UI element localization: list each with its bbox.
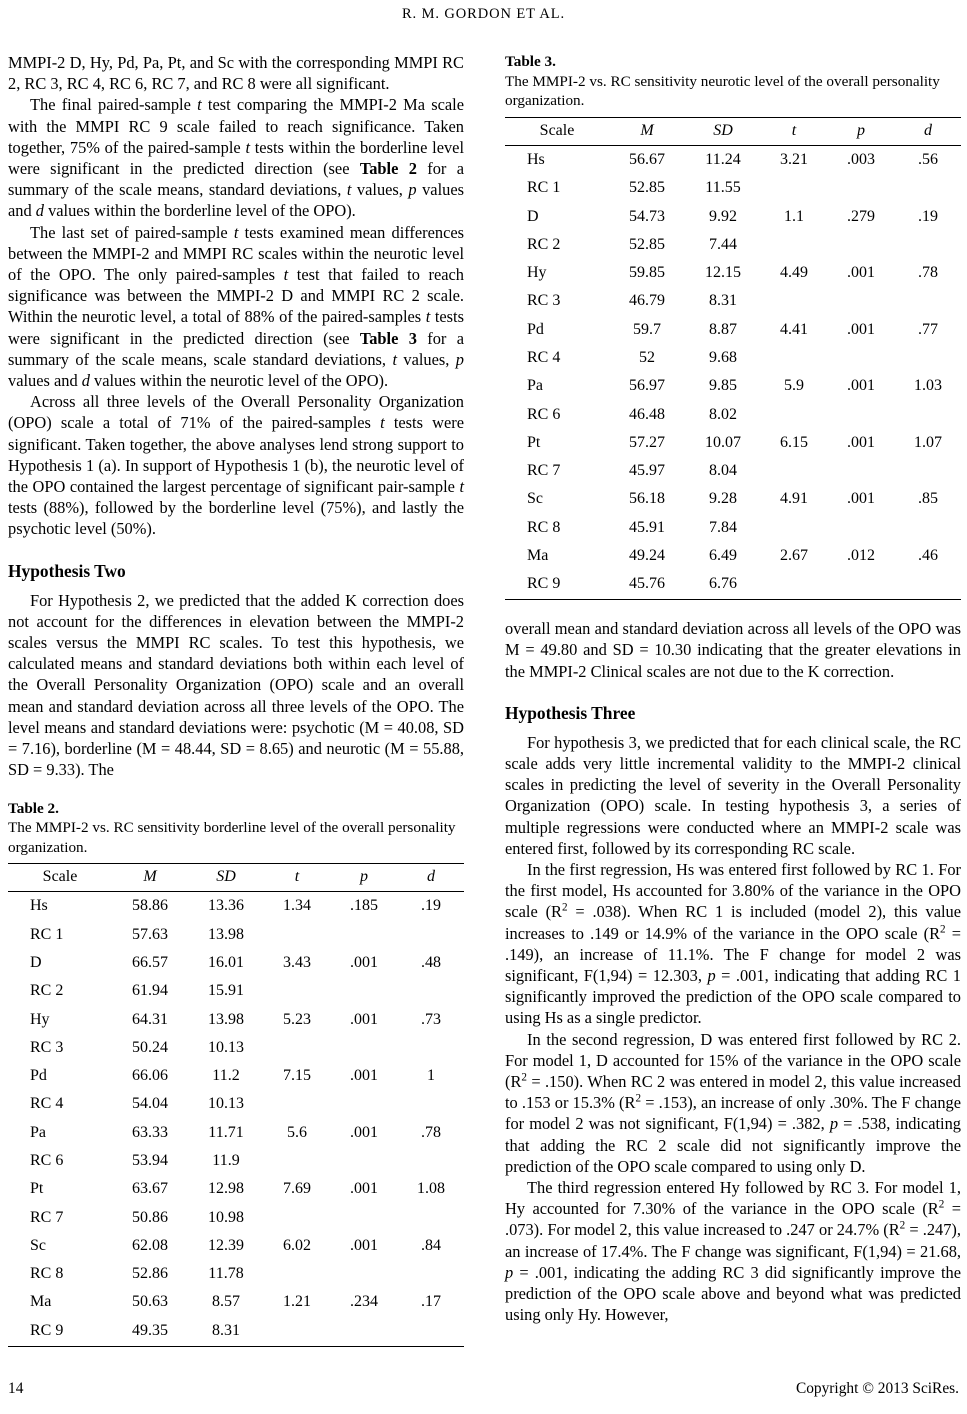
scale-cell: RC 7 [30,1208,64,1226]
value-cell [264,921,330,949]
value-cell: 50.24 [132,1038,168,1056]
value-cell: 57.63 [132,925,168,943]
table-row [8,1232,464,1260]
table-row [505,145,961,174]
value-cell [398,921,464,949]
value-cell: 10.13 [208,1095,244,1113]
table-row [505,174,961,202]
value-cell: 7.84 [709,518,737,536]
value-cell: 6.49 [709,546,737,564]
section-heading-hypothesis-three: Hypothesis Three [505,702,636,723]
value-cell [761,344,827,372]
table-row [505,344,961,372]
value-cell: 63.33 [132,1123,168,1141]
page-footer [8,1380,959,1398]
scale-cell: RC 6 [30,1152,64,1169]
value-cell [330,1090,398,1118]
value-cell: 52.85 [629,235,665,253]
value-cell [330,1260,398,1288]
value-cell: 49.24 [629,546,665,564]
scale-cell: RC 3 [527,292,561,310]
value-cell [895,400,961,428]
value-cell: 7.44 [709,235,737,253]
value-cell: .77 [918,320,938,338]
value-cell [330,921,398,949]
table-row [505,570,961,600]
table-3 [505,117,961,600]
value-cell: 1.08 [417,1180,445,1198]
value-cell [398,1034,464,1062]
value-cell: 53.94 [132,1152,168,1169]
value-cell: .234 [350,1293,378,1311]
copyright-notice: Copyright © 2013 SciRes. [795,1380,959,1397]
paragraph-r3: In the second regression, D was entered first followed by RC 2. For model 1, D accounted for 15% of the variance in the OPO scale $(R^2 = .150)$. When RC 2 was entered in model 2, this value increased to .153 or 15.3% $(R^2 = .153)$, an increase of only .30%. The F change for model 2 was not significant, F(1,94) = .382, p = .538, indicating that adding the RC 2 scale did not significantly improve the prediction of the OPO scale compared to using only D. [505,1029,961,1176]
scale-cell: Pt [30,1180,44,1198]
table-row [505,315,961,343]
value-cell [264,1034,330,1062]
table-row [8,921,464,949]
value-cell [398,1203,464,1231]
scale-cell: RC 1 [30,925,64,943]
paragraph-after-table-3: overall mean and standard deviation across all levels of the OPO was M = 49.80 and SD = 10.30 indicating that the greater elevations in the MMPI-2 Clinical scales are not due to the K correction. [505,619,961,681]
paragraph-2: The final paired-sample t test comparing the MMPI-2 Ma scale with the MMPI RC 9 scale failed to reach significance. Taken together, 75% of the paired-sample t tests within the borderline level were significant in the predicted direction (see Table 2 for a summary of the scale means, standard deviations, t values, p values and d values within the borderline level of the OPO). [8,95,464,221]
value-cell: 56.97 [629,377,665,395]
value-cell [895,513,961,541]
value-cell [761,231,827,259]
scale-cell: Pd [30,1067,47,1085]
value-cell [330,1317,398,1347]
value-cell: 11.78 [208,1265,244,1283]
value-cell: 59.85 [629,264,665,282]
value-cell: 3.43 [283,954,311,972]
value-cell [398,977,464,1005]
value-cell [827,457,895,485]
value-cell: 9.85 [709,377,737,395]
value-cell: 13.98 [208,1010,244,1028]
table-2-col-d: d [398,864,464,892]
table-row [505,372,961,400]
scale-cell: RC 4 [527,348,561,366]
value-cell: .012 [847,546,875,564]
scale-cell: Pa [527,377,543,395]
value-cell [827,344,895,372]
value-cell: 6.76 [685,570,761,600]
value-cell [264,1203,330,1231]
value-cell [330,1034,398,1062]
value-cell [827,513,895,541]
value-cell: 12.15 [705,264,741,282]
value-cell [827,287,895,315]
running-header: R. M. GORDON ET AL. [401,6,566,22]
table-3-col-d: d [895,117,961,145]
value-cell: .001 [847,433,875,451]
value-cell: 11.71 [208,1123,244,1141]
scale-cell: D [30,954,42,972]
table-row [505,542,961,570]
value-cell [895,174,961,202]
value-cell: .46 [918,546,938,564]
value-cell: 45.91 [629,518,665,536]
value-cell: 9.68 [709,348,737,366]
value-cell: 46.48 [629,405,665,423]
table-row [8,1062,464,1090]
value-cell: 8.02 [709,405,737,423]
value-cell: 52 [639,348,655,366]
value-cell: 56.18 [629,490,665,508]
value-cell: .84 [421,1236,441,1254]
scale-cell: RC 6 [527,405,561,423]
scale-cell: RC 9 [8,1317,112,1347]
value-cell [330,1147,398,1175]
scale-cell: Hs [527,150,545,168]
table-2-col-p: p [330,864,398,892]
table-row [8,949,464,977]
scale-cell: Pd [527,320,544,338]
value-cell: 63.67 [132,1180,168,1198]
value-cell [827,570,895,600]
value-cell [895,344,961,372]
table-3-col-m: M [609,117,685,145]
value-cell: 45.97 [629,462,665,480]
table-row [8,1119,464,1147]
table-2-caption-text: The MMPI-2 vs. RC sensitivity borderline level of the overall personality organization. [8,819,456,856]
value-cell: 13.36 [208,897,244,915]
value-cell: 16.01 [208,954,244,972]
table-2-body [8,892,464,1346]
scale-cell: Hy [30,1010,50,1028]
value-cell: 3.21 [780,150,808,168]
value-cell: 54.04 [132,1095,168,1113]
value-cell: .19 [918,207,938,225]
paragraph-4: Across all three levels of the Overall Personality Organization (OPO) scale a total of 71% of the paired-samples t tests were significant. Taken together, the above analyses lend strong support to Hypothesis 1 (a). In support of Hypothesis 1 (b), the neurotic level of the OPO contained the largest percentage of significant pair-sample t tests (88%), followed by the borderline level (75%), and lastly the psychotic level (50%). [8,392,465,539]
value-cell: 9.28 [709,490,737,508]
value-cell: 8.04 [709,462,737,480]
value-cell: 4.49 [780,264,808,282]
value-cell: .185 [350,897,378,915]
value-cell: 46.79 [629,292,665,310]
table-3-col-scale: Scale [505,117,609,145]
value-cell [761,174,827,202]
value-cell [264,977,330,1005]
value-cell: 10.13 [208,1038,244,1056]
table-row [505,429,961,457]
table-2-number: Table 2. [8,799,59,817]
table-row [505,513,961,541]
value-cell: 64.31 [132,1010,168,1028]
value-cell [895,287,961,315]
table-2-col-scale: Scale [8,864,112,892]
value-cell [761,457,827,485]
value-cell: 45.76 [609,570,685,600]
value-cell: 50.63 [132,1293,168,1311]
table-3-col-p: p [827,117,895,145]
table-3-block [505,52,961,600]
value-cell: 12.98 [208,1180,244,1198]
value-cell: 11.55 [705,179,741,197]
table-row [8,1005,464,1033]
scale-cell: RC 4 [30,1095,64,1113]
value-cell [761,287,827,315]
value-cell [264,1090,330,1118]
table-3-number: Table 3. [505,53,556,70]
scale-cell: RC 9 [505,570,609,600]
value-cell: 8.57 [212,1293,240,1311]
value-cell: 6.02 [283,1236,311,1254]
value-cell: .003 [847,150,875,168]
value-cell: 5.23 [283,1010,311,1028]
value-cell: 59.7 [633,320,661,338]
value-cell: 52.86 [132,1265,168,1283]
table-2-col-sd: SD [188,864,264,892]
table-row [505,287,961,315]
value-cell: 11.9 [212,1152,240,1169]
paragraph-r2: In the first regression, Hs was entered first followed by RC 1. For the first model, Hs accounted for 3.80% of the variance in the OPO scale $(R^2 = .038)$. When RC 1 is included (model 2), this value increases to .149 or 14.9% of the variance in the OPO scale $(R^2 = .149)$, an increase of 11.1%. The F change for model 2 was significant, F(1,94) = 12.303, p = .001, indicating that adding RC 1 significantly improved the prediction of the OPO scale compared to using Hs as a single predictor. [505,860,961,1028]
value-cell: 50.86 [132,1208,168,1226]
value-cell [264,1147,330,1175]
table-3-body [505,145,961,599]
value-cell: 11.24 [705,150,741,168]
table-2-col-t: t [264,864,330,892]
value-cell: 5.9 [784,377,804,395]
scale-cell: Pt [527,433,541,451]
table-2-header-row [8,864,464,892]
value-cell: 6.15 [780,433,808,451]
value-cell: .73 [421,1010,441,1028]
value-cell: .279 [847,207,875,225]
table-3-col-t: t [761,117,827,145]
value-cell: .001 [350,1123,378,1141]
scale-cell: Ma [30,1293,52,1311]
paragraph-hypothesis-two: For Hypothesis 2, we predicted that the added K correction does not account for the differences in elevation between the MMPI-2 scales versus the MMPI RC scales. To test this hypothesis, we calculated means and standard deviations both within each level of the Overall Personality Organization (OPO) scale and an overall mean and standard deviation across all three levels of the OPO. The level means and standard deviations were: psychotic (M = 40.08, SD = 7.16), borderline (M = 48.44, SD = 8.65) and neurotic (M = 55.88, SD = 9.33). The [8,590,464,780]
scale-cell: Hy [527,264,547,282]
table-2 [8,863,464,1346]
table-row [8,1090,464,1118]
value-cell: .001 [350,1010,378,1028]
table-row [8,1317,464,1347]
scale-cell: D [527,207,539,225]
table-3-caption-text: The MMPI-2 vs. RC sensitivity neurotic level of the overall personality organization. [505,72,940,110]
value-cell: 13.98 [208,925,244,943]
value-cell: 15.91 [208,982,244,1000]
scale-cell: RC 8 [527,518,561,536]
value-cell: .56 [918,150,938,168]
value-cell: 52.85 [629,179,665,197]
value-cell: .17 [421,1293,441,1311]
value-cell [827,174,895,202]
value-cell: 1.07 [914,433,942,451]
paragraph-1: MMPI-2 D, Hy, Pd, Pa, Pt, and Sc with the corresponding MMPI RC 2, RC 3, RC 4, RC 6, RC 7, and RC 8 were all significant. [8,53,464,94]
value-cell: .001 [847,264,875,282]
table-row [505,485,961,513]
left-column [8,52,464,1347]
value-cell: 4.41 [780,320,808,338]
value-cell: 1.34 [283,897,311,915]
table-2-caption [8,799,464,858]
value-cell: 1.21 [283,1293,311,1311]
scale-cell: RC 3 [30,1038,64,1056]
value-cell: 66.57 [132,954,168,972]
value-cell [895,570,961,600]
table-row [505,259,961,287]
value-cell: 10.98 [208,1208,244,1226]
value-cell: 10.07 [705,433,741,451]
right-column [505,52,961,1325]
value-cell: .48 [421,954,441,972]
value-cell [264,1317,330,1347]
value-cell: .001 [847,320,875,338]
value-cell: 61.94 [132,982,168,1000]
table-row [8,1203,464,1231]
value-cell: .001 [350,1236,378,1254]
value-cell: 7.69 [283,1180,311,1198]
value-cell: .19 [421,897,441,915]
scale-cell: RC 7 [527,462,561,480]
table-row [505,457,961,485]
table-row [505,202,961,230]
value-cell: 8.31 [188,1317,264,1347]
value-cell: 62.08 [132,1236,168,1254]
value-cell [895,457,961,485]
value-cell: .78 [421,1123,441,1141]
table-row [8,1260,464,1288]
scale-cell: RC 2 [30,982,64,1000]
table-row [8,892,464,921]
value-cell: 58.86 [132,897,168,915]
table-3-caption [505,52,961,111]
value-cell: 49.35 [112,1317,188,1347]
value-cell: 1.03 [914,377,942,395]
table-row [505,231,961,259]
value-cell: 1.1 [784,207,804,225]
table-row [8,1175,464,1203]
value-cell: .001 [847,377,875,395]
value-cell [398,1317,464,1347]
scale-cell: RC 2 [527,235,561,253]
value-cell: 4.91 [780,490,808,508]
scale-cell: RC 1 [527,179,561,197]
value-cell: 8.31 [709,292,737,310]
value-cell: 12.39 [208,1236,244,1254]
table-row [8,1147,464,1175]
value-cell: .001 [350,1067,378,1085]
value-cell [398,1090,464,1118]
value-cell [330,1203,398,1231]
paragraph-3: The last set of paired-sample t tests examined mean differences between the MMPI-2 and MMPI RC scales within the neurotic level of the OPO. The only paired-samples t test that failed to reach significance was between the MMPI-2 D and MMPI RC 2 scale. Within the neurotic level, a total of 88% of the paired-samples t tests were significant in the predicted direction (see Table 3 for a summary of the scale means, scale standard deviations, t values, p values and d values within the neurotic level of the OPO). [8,222,464,391]
paragraph-r4: The third regression entered Hy followed by RC 3. For model 1, Hy accounted for 7.30% of the variance in the OPO scale $(R^2 = .073)$. For model 2, this value increased to .247 or 24.7% $(R^2 = .247)$, an increase of 17.4%. The F change was significant, F(1,94) = 21.68, p = .001, indicating the adding RC 3 did significantly improve the prediction of the OPO scale above and beyond what was predicted using only Hy. However, [505,1178,962,1325]
scale-cell: Ma [527,546,549,564]
value-cell: .001 [350,1180,378,1198]
value-cell: .001 [350,954,378,972]
value-cell: 5.6 [287,1123,307,1141]
section-heading-hypothesis-two: Hypothesis Two [8,560,126,581]
value-cell [398,1260,464,1288]
paragraph-r1: For hypothesis 3, we predicted that for each clinical scale, the RC scale adds very little incremental validity to the MMPI-2 clinical scales in predicting the level of severity in the Overall Personality Organization (OPO) scale. In testing hypothesis 3, a series of multiple regressions were conducted where an MMPI-2 scale was entered first, followed by its corresponding RC scale. [505,732,961,858]
value-cell: 7.15 [283,1067,311,1085]
value-cell [895,231,961,259]
value-cell: .78 [918,264,938,282]
table-3-header-row [505,117,961,145]
scale-cell: Sc [30,1236,46,1254]
value-cell: 9.92 [709,207,737,225]
value-cell: 57.27 [629,433,665,451]
table-2-block [8,799,464,1347]
value-cell [761,513,827,541]
scale-cell: Pa [30,1123,46,1141]
table-row [505,400,961,428]
value-cell: .001 [847,490,875,508]
scale-cell: Hs [30,897,48,915]
page-number: 14 [8,1380,24,1397]
table-row [8,977,464,1005]
value-cell [827,400,895,428]
table-3-col-sd: SD [685,117,761,145]
value-cell: 54.73 [629,207,665,225]
value-cell [330,977,398,1005]
value-cell [761,570,827,600]
scale-cell: Sc [527,490,543,508]
value-cell: 1 [427,1067,435,1085]
value-cell: 2.67 [780,546,808,564]
table-2-col-m: M [112,864,188,892]
value-cell: 56.67 [629,150,665,168]
value-cell [761,400,827,428]
value-cell: 66.06 [132,1067,168,1085]
table-row [8,1034,464,1062]
value-cell: 8.87 [709,320,737,338]
value-cell: .85 [918,490,938,508]
table-row [8,1288,464,1316]
value-cell: 11.2 [212,1067,240,1085]
value-cell [827,231,895,259]
scale-cell: RC 8 [30,1265,64,1283]
value-cell [264,1260,330,1288]
value-cell [398,1147,464,1175]
